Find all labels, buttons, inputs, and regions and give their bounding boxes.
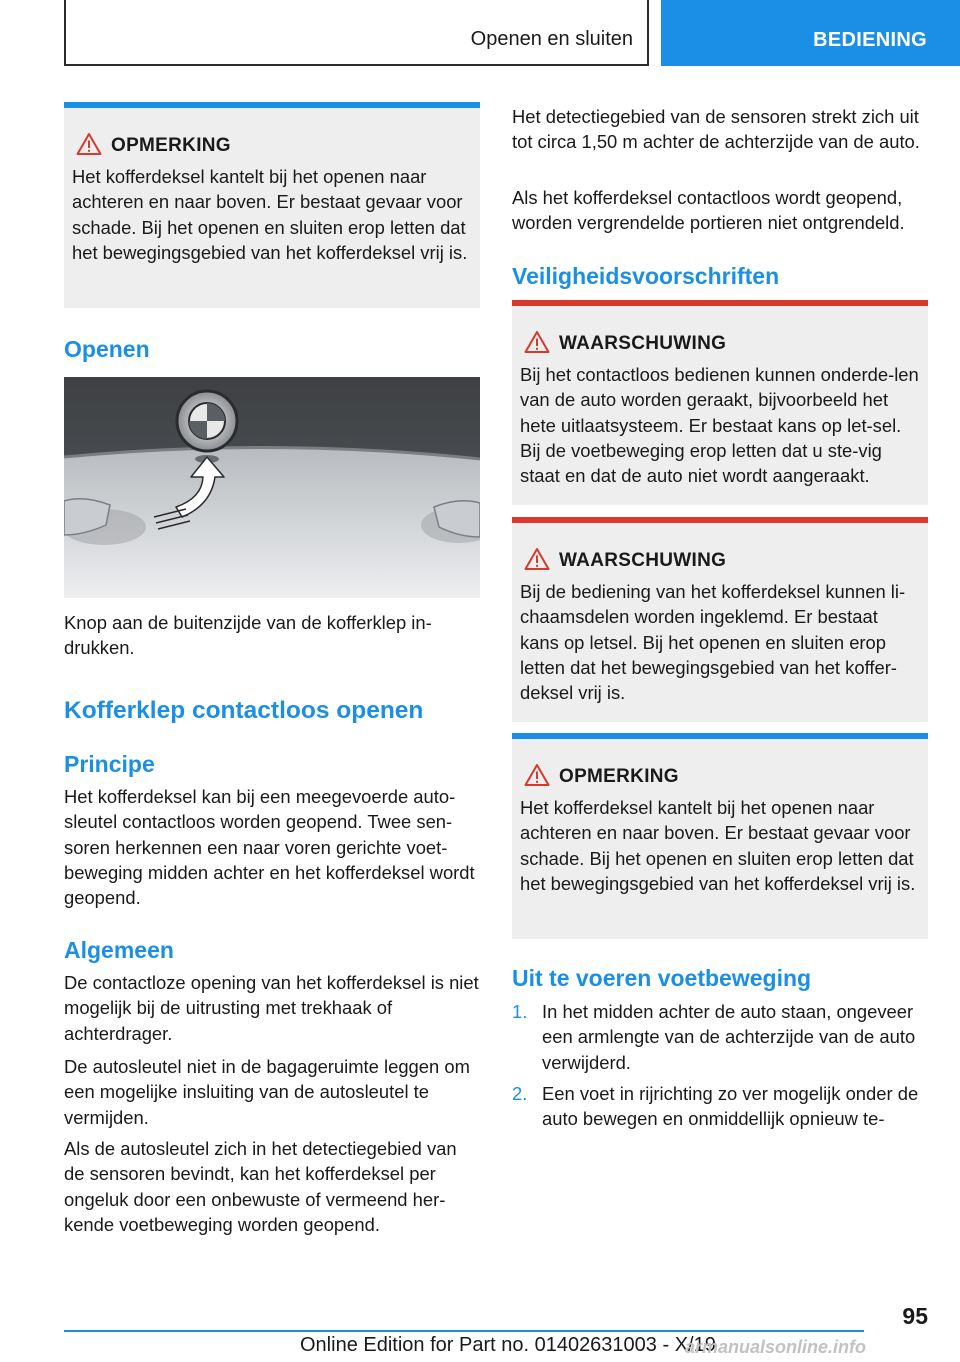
- list-item-text: Een voet in rijrichting zo ver mogelijk onder de auto bewegen en onmiddellijk opnieuw te-: [542, 1083, 919, 1130]
- steps-heading: Uit te voeren voetbeweging: [512, 965, 812, 991]
- header-section-tab: [64, 0, 649, 66]
- warning-box-2: [512, 517, 928, 722]
- warning-triangle-icon: [524, 763, 550, 787]
- footer-watermark: armanualsonline.info: [685, 1337, 867, 1357]
- note-box-head: [64, 132, 480, 158]
- algemeen-heading: Algemeen: [64, 937, 174, 963]
- algemeen-paragraph-2: De autosleutel niet in de bagageruimte leggen om een mogelijke insluiting van de autosleutel te vermijden.: [64, 1056, 470, 1128]
- list-item-number: 2.: [512, 1083, 528, 1104]
- principe-text: Het kofferdeksel kan bij een meegevoerde auto-sleutel contactloos worden geopend. Twee sen-soren herkennen een naar voren gerichte voet-beweging midden achter en het kofferdeksel wordt geopend.: [64, 786, 475, 909]
- warning-2-text: Bij de bediening van het kofferdeksel kunnen li-chaamsdelen worden ingeklemd. Er bestaat kans op letsel. Bij het openen en sluiten erop letten dat het bewegingsgebied van het koffer-deksel vrij is.: [520, 581, 906, 704]
- safety-heading: Veiligheidsvoorschriften: [512, 263, 780, 289]
- note-2-label: OPMERKING: [559, 766, 679, 787]
- warning-1-text: Bij het contactloos bedienen kunnen onderde-len van de auto worden geraakt, bijvoorbeeld het hete uitlaatsysteem. Er bestaat kans op let-sel. Bij de voetbeweging erop letten dat u ste-vig staat en dat de auto niet wordt aangeraakt.: [520, 364, 919, 487]
- warning-1-label: WAARSCHUWING: [559, 333, 727, 354]
- list-item-text: In het midden achter de auto staan, ongeveer een armlengte van de achterzijde van de auto verwijderd.: [542, 1001, 916, 1073]
- warning-box-2-head: [512, 547, 928, 573]
- header-chapter-tab: [661, 0, 960, 66]
- algemeen-paragraph-1: De contactloze opening van het kofferdeksel is niet mogelijk bij de uitrusting met trekhaak of achterdrager.: [64, 972, 479, 1044]
- algemeen-paragraph-3: Als de autosleutel zich in het detectiegebied van de sensoren bevindt, kan het kofferdeksel per ongeluk door een onbewuste of vermeend her-kende voetbeweging worden geopend.: [64, 1138, 457, 1235]
- note-2-text: Het kofferdeksel kantelt bij het openen naar achteren en naar boven. Er bestaat gevaar voor schade. Bij het openen en sluiten erop letten dat het bewegingsgebied van het kofferdeksel vrij is.: [520, 797, 916, 894]
- footer-divider: [64, 1330, 864, 1332]
- openen-heading: Openen: [64, 336, 150, 362]
- warning-box-1-head: [512, 330, 928, 356]
- warning-triangle-icon: [76, 132, 102, 156]
- page-number: 95: [902, 1303, 928, 1329]
- figure-caption: Knop aan de buitenzijde van de kofferklep in-drukken.: [64, 612, 432, 659]
- header-section-title: Openen en sluiten: [470, 28, 633, 50]
- footer-edition: Online Edition for Part no. 01402631003 - X/19: [300, 1334, 716, 1356]
- note-text: Het kofferdeksel kantelt bij het openen naar achteren en naar boven. Er bestaat gevaar voor schade. Bij het openen en sluiten erop letten dat het bewegingsgebied van het kofferdeksel vrij is.: [72, 166, 468, 263]
- trunk-button-illustration: [64, 377, 480, 598]
- warning-triangle-icon: [524, 547, 550, 571]
- note-label: OPMERKING: [111, 135, 231, 156]
- note-box-2: [512, 733, 928, 939]
- detection-range-text: Het detectiegebied van de sensoren strekt zich uit tot circa 1,50 m achter de achterzijde van de auto.: [512, 106, 920, 153]
- note-box: [64, 102, 480, 308]
- list-item-number: 1.: [512, 1001, 528, 1022]
- principe-heading: Principe: [64, 751, 155, 777]
- warning-2-label: WAARSCHUWING: [559, 550, 727, 571]
- header-chapter-title: BEDIENING: [813, 29, 927, 51]
- warning-box-1: [512, 300, 928, 505]
- contactless-heading: Kofferklep contactloos openen: [64, 697, 424, 724]
- note-box-2-head: [512, 763, 928, 789]
- unlock-note-text: Als het kofferdeksel contactloos wordt geopend, worden vergrendelde portieren niet ontgrendeld.: [512, 187, 905, 234]
- warning-triangle-icon: [524, 330, 550, 354]
